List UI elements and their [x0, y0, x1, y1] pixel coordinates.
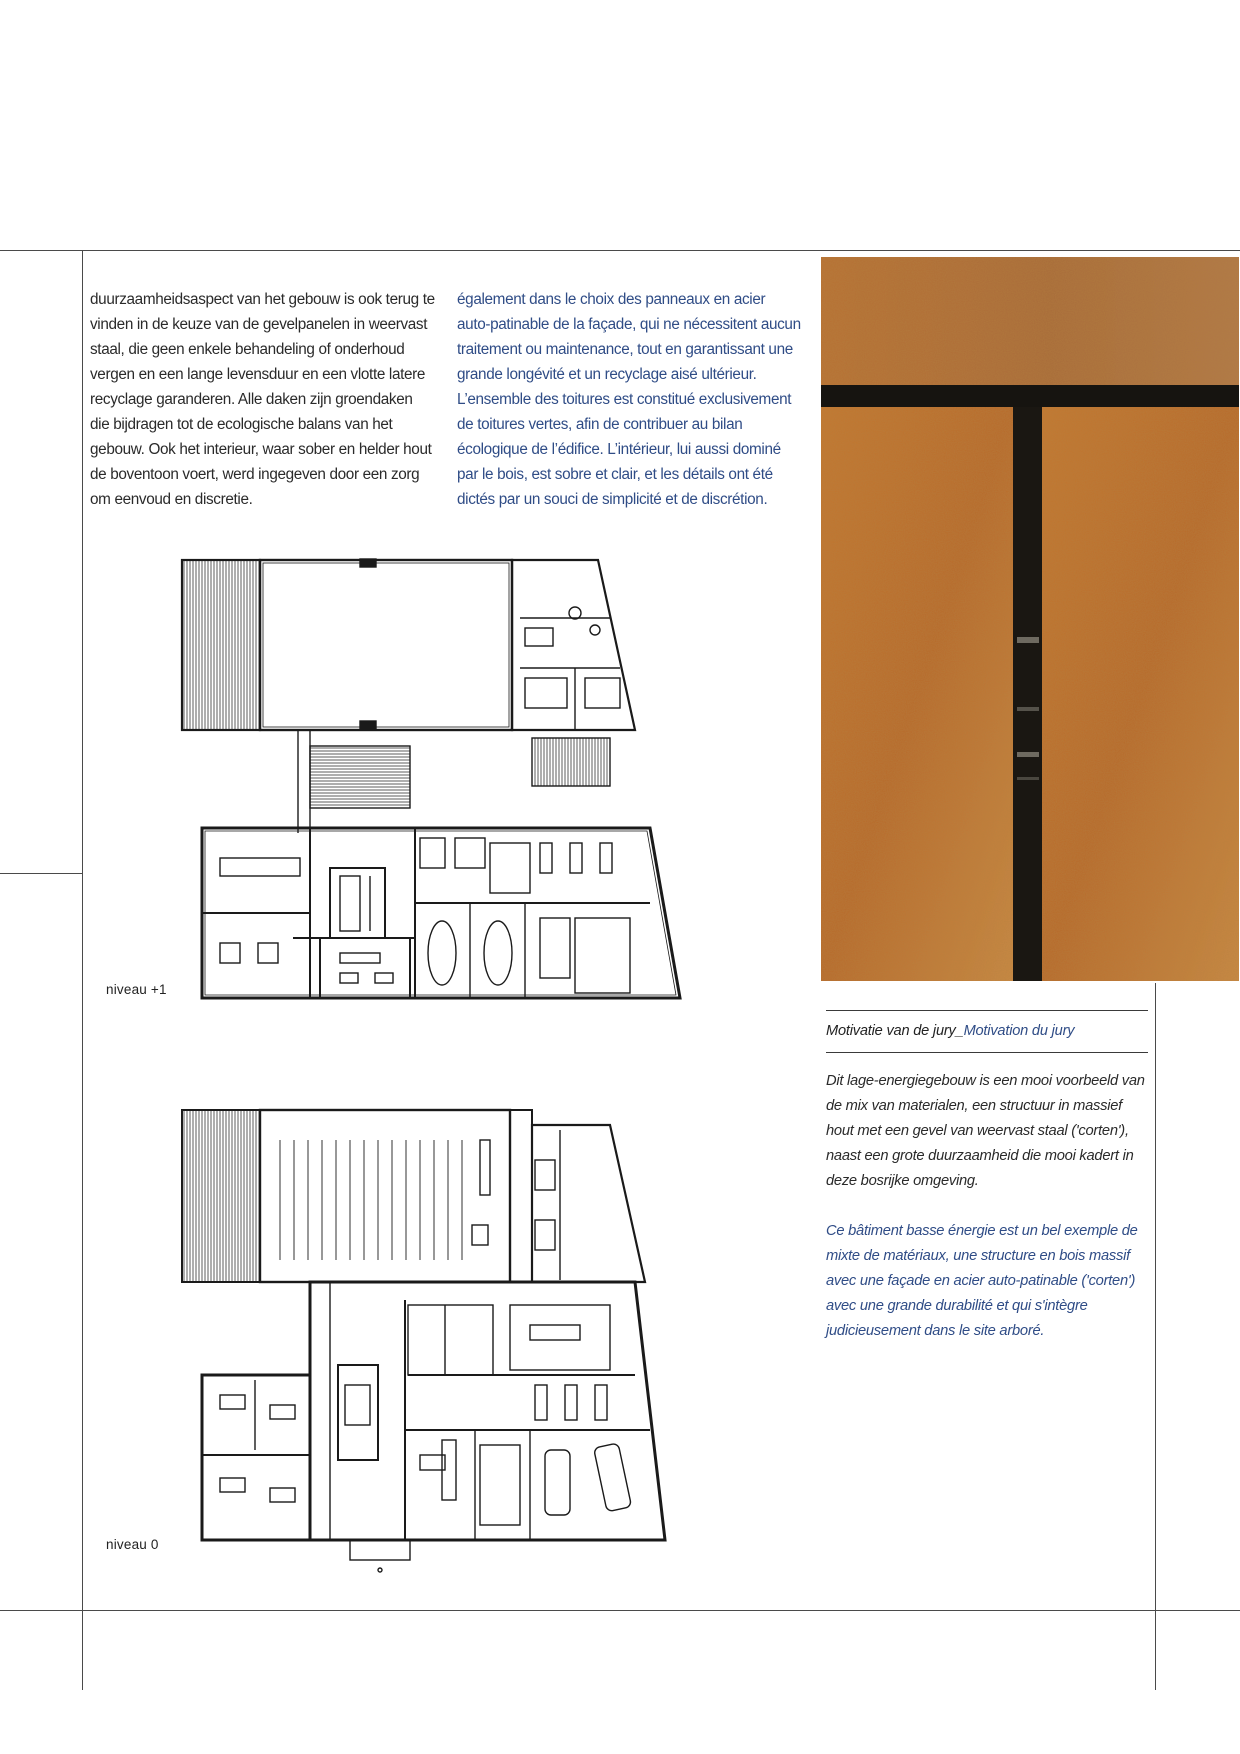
- level-label-upper: niveau +1: [106, 982, 167, 997]
- right-margin-rule: [1155, 983, 1156, 1690]
- top-rule: [0, 250, 1240, 251]
- left-margin-rule: [82, 250, 83, 1690]
- left-margin-tick: [0, 873, 82, 874]
- jury-title-fr: Motivation du jury: [963, 1023, 1075, 1039]
- jury-title: [826, 1011, 1148, 1052]
- level-label-lower: niveau 0: [106, 1537, 159, 1552]
- corten-facade-photo: [821, 257, 1239, 981]
- jury-motivation: [826, 1010, 1148, 1344]
- jury-bottom-rule: [826, 1052, 1148, 1053]
- bottom-rule: [0, 1610, 1240, 1611]
- french-text-column: également dans le choix des panneaux en acier auto-patinable de la façade, qui ne nécessitent aucun traitement ou maintenance, tout en garantissant une grande longévité et un recyclage aisé ultérieur. L’ensemble des toitures est constitué exclusivement de toitures vertes, afin de contribuer au bilan écologique de l’édifice. L’intérieur, lui aussi dominé par le bois, est sobre et clair, et les détails ont été dictés par un souci de simplicité et de discrétion.: [457, 291, 801, 508]
- jury-text-nl: Dit lage-energiegebouw is een mooi voorbeeld van de mix van materialen, een structuur in massief hout met een gevel van weervast staal ('corten'), naast een grote duurzaamheid die mooi kadert in deze bosrijke omgeving.: [826, 1073, 1145, 1189]
- jury-title-nl: Motivatie van de jury_: [826, 1023, 964, 1039]
- dutch-text-column: duurzaamheidsaspect van het gebouw is ook terug te vinden in de keuze van de gevelpanelen in weervast staal, die geen enkele behandeling of onderhoud vergen en een lange levensduur en een vlotte latere recyclage garanderen. Alle daken zijn groendaken die bijdragen tot de ecologische balans van het gebouw. Ook het interieur, waar sober en helder hout de boventoon voert, werd ingegeven door een zorg om eenvoud en discretie.: [90, 291, 435, 508]
- jury-text-fr: Ce bâtiment basse énergie est un bel exemple de mixte de matériaux, une structure en bois massif avec une façade en acier auto-patinable ('corten') avec une grande durabilité et qui s'intègre judicieusement dans le site arboré.: [826, 1223, 1138, 1339]
- floor-plan-level-plus-1: [180, 558, 740, 1018]
- floor-plan-level-0: [180, 1100, 740, 1585]
